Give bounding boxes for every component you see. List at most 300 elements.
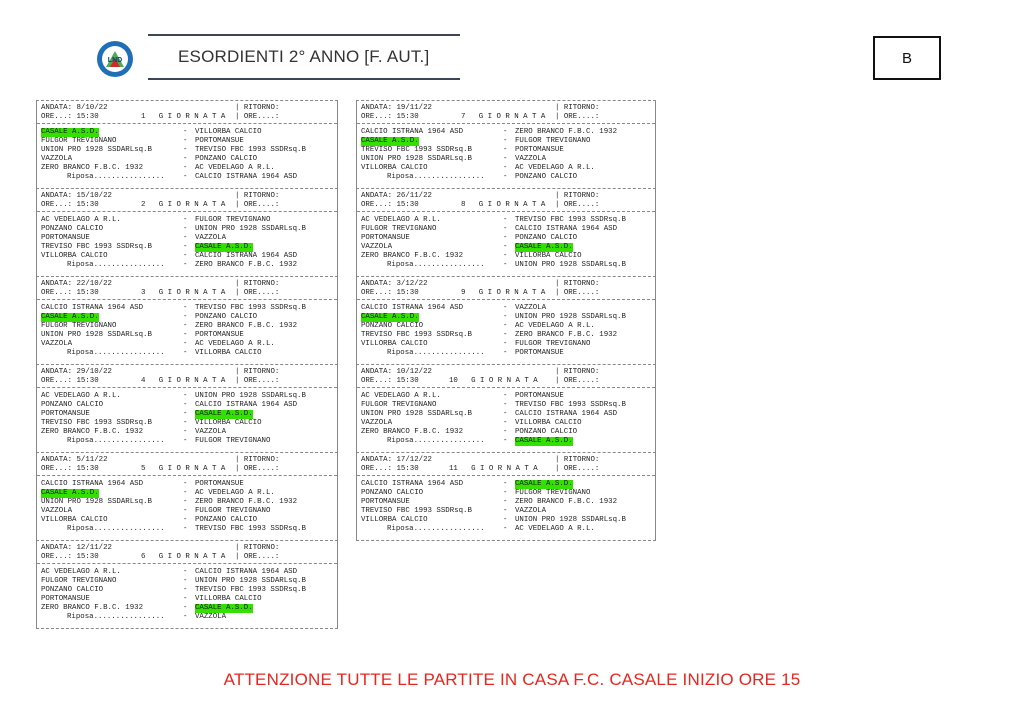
round-date: ANDATA: 5/11/22 — [41, 456, 108, 464]
home-team: PORTOMANSUE — [361, 234, 410, 242]
home-team: CASALE A.S.D. — [361, 137, 419, 145]
vs-dash: - — [503, 128, 508, 136]
away-team: VILLORBA CALCIO — [195, 128, 262, 136]
home-team: CASALE A.S.D. — [41, 489, 99, 497]
match-row — [357, 322, 655, 331]
rest-label: Riposa................ — [387, 261, 485, 269]
vs-dash: - — [503, 480, 508, 488]
home-team: FULGOR TREVIGNANO — [41, 322, 117, 330]
away-team: FULGOR TREVIGNANO — [515, 340, 591, 348]
match-row — [357, 480, 655, 489]
round-time: ORE...: 15:30 — [361, 201, 419, 209]
vs-dash: - — [503, 349, 508, 357]
vs-dash: - — [503, 340, 508, 348]
away-team: FULGOR TREVIGNANO — [195, 216, 271, 224]
rest-row — [37, 525, 337, 534]
home-team: VAZZOLA — [361, 419, 393, 427]
home-team: VILLORBA CALCIO — [41, 516, 108, 524]
match-row — [357, 516, 655, 525]
round-header — [37, 189, 337, 212]
match-row — [37, 234, 337, 243]
away-team: VAZZOLA — [515, 155, 547, 163]
vs-dash: - — [183, 225, 188, 233]
match-row — [357, 243, 655, 252]
vs-dash: - — [183, 595, 188, 603]
footer-notice: ATTENZIONE TUTTE LE PARTITE IN CASA F.C. CASALE INIZIO ORE 15 — [223, 670, 801, 689]
round-number: 2 G I O R N A T A — [141, 201, 226, 209]
vs-dash: - — [503, 243, 508, 251]
vs-dash: - — [183, 498, 188, 506]
away-team: CALCIO ISTRANA 1964 ASD — [515, 225, 618, 233]
round-time: ORE...: 15:30 — [41, 289, 99, 297]
vs-dash: - — [183, 401, 188, 409]
round-matches — [37, 212, 337, 276]
vs-dash: - — [503, 401, 508, 409]
match-row — [37, 392, 337, 401]
away-team: CALCIO ISTRANA 1964 ASD — [195, 401, 298, 409]
match-row — [37, 225, 337, 234]
away-team: FULGOR TREVIGNANO — [515, 137, 591, 145]
rest-team: TREVISO FBC 1993 SSDRsq.B — [195, 525, 306, 533]
return-date-label: | RITORNO: — [555, 368, 600, 376]
round-header — [357, 101, 655, 124]
match-row — [37, 331, 337, 340]
match-row — [357, 164, 655, 173]
round-header — [37, 453, 337, 476]
home-team: VILLORBA CALCIO — [361, 340, 428, 348]
match-row — [357, 313, 655, 322]
home-team: CALCIO ISTRANA 1964 ASD — [41, 304, 144, 312]
match-row — [357, 252, 655, 261]
home-team: PORTOMANSUE — [41, 595, 90, 603]
vs-dash: - — [503, 146, 508, 154]
home-team: AC VEDELAGO A R.L. — [41, 568, 121, 576]
round-matches — [37, 300, 337, 364]
home-team: PONZANO CALCIO — [361, 322, 424, 330]
away-team: UNION PRO 1928 SSDARLsq.B — [195, 577, 306, 585]
home-team: FULGOR TREVIGNANO — [361, 401, 437, 409]
home-team: ZERO BRANCO F.B.C. 1932 — [41, 164, 144, 172]
rest-team: VILLORBA CALCIO — [195, 349, 262, 357]
match-row — [37, 243, 337, 252]
round-matches — [357, 124, 655, 188]
away-team: CALCIO ISTRANA 1964 ASD — [195, 252, 298, 260]
home-team: FULGOR TREVIGNANO — [41, 137, 117, 145]
vs-dash: - — [183, 331, 188, 339]
vs-dash: - — [183, 313, 188, 321]
round-time: ORE...: 15:30 — [361, 113, 419, 121]
match-row — [37, 419, 337, 428]
round-matches — [357, 300, 655, 364]
rest-label: Riposa................ — [67, 613, 165, 621]
round-date: ANDATA: 8/10/22 — [41, 104, 108, 112]
schedule-column-left — [36, 100, 338, 629]
lnd-logo — [96, 40, 134, 78]
match-row — [37, 586, 337, 595]
return-date-label: | RITORNO: — [555, 456, 600, 464]
round-header — [37, 277, 337, 300]
vs-dash: - — [183, 525, 188, 533]
return-date-label: | RITORNO: — [555, 280, 600, 288]
rest-row — [357, 437, 655, 446]
home-team: TREVISO FBC 1993 SSDRsq.B — [361, 331, 472, 339]
vs-dash: - — [503, 304, 508, 312]
away-team: FULGOR TREVIGNANO — [515, 489, 591, 497]
return-date-label: | RITORNO: — [235, 280, 280, 288]
return-time-label: | ORE....: — [555, 465, 600, 473]
match-row — [357, 410, 655, 419]
home-team: TREVISO FBC 1993 SSDRsq.B — [361, 507, 472, 515]
round-date: ANDATA: 12/11/22 — [41, 544, 112, 552]
away-team: TREVISO FBC 1993 SSDRsq.B — [195, 586, 306, 594]
rest-row — [37, 349, 337, 358]
round-date: ANDATA: 19/11/22 — [361, 104, 432, 112]
match-row — [37, 401, 337, 410]
svg-text:LND: LND — [107, 57, 123, 64]
away-team: ZERO BRANCO F.B.C. 1932 — [515, 128, 618, 136]
title-text: ESORDIENTI 2° ANNO [F. AUT.] — [178, 47, 430, 66]
round-number: 4 G I O R N A T A — [141, 377, 226, 385]
round-number: 11 G I O R N A T A — [449, 465, 538, 473]
home-team: CASALE A.S.D. — [41, 128, 99, 136]
away-team: CASALE A.S.D. — [195, 243, 253, 251]
round-time: ORE...: 15:30 — [41, 553, 99, 561]
rest-label: Riposa................ — [387, 173, 485, 181]
rest-row — [357, 349, 655, 358]
away-team: VAZZOLA — [515, 304, 547, 312]
round-block — [356, 188, 656, 276]
away-team: ZERO BRANCO F.B.C. 1932 — [195, 498, 298, 506]
vs-dash: - — [183, 586, 188, 594]
round-date: ANDATA: 29/10/22 — [41, 368, 112, 376]
vs-dash: - — [183, 252, 188, 260]
home-team: TREVISO FBC 1993 SSDRsq.B — [361, 146, 472, 154]
away-team: VILLORBA CALCIO — [515, 419, 582, 427]
vs-dash: - — [503, 419, 508, 427]
match-row — [357, 498, 655, 507]
away-team: CALCIO ISTRANA 1964 ASD — [515, 410, 618, 418]
away-team: PONZANO CALCIO — [195, 516, 258, 524]
match-row — [37, 604, 337, 613]
away-team: PONZANO CALCIO — [515, 428, 578, 436]
match-row — [37, 516, 337, 525]
vs-dash: - — [503, 313, 508, 321]
away-team: CASALE A.S.D. — [515, 480, 573, 488]
rest-row — [37, 261, 337, 270]
vs-dash: - — [183, 304, 188, 312]
schedule-column-right — [356, 100, 656, 541]
home-team: CASALE A.S.D. — [41, 313, 99, 321]
rest-label: Riposa................ — [67, 261, 165, 269]
rest-label: Riposa................ — [387, 349, 485, 357]
match-row — [37, 595, 337, 604]
rest-row — [357, 261, 655, 270]
round-date: ANDATA: 26/11/22 — [361, 192, 432, 200]
vs-dash: - — [503, 234, 508, 242]
home-team: AC VEDELAGO A R.L. — [361, 216, 441, 224]
vs-dash: - — [183, 489, 188, 497]
match-row — [357, 137, 655, 146]
round-block — [36, 540, 338, 629]
vs-dash: - — [183, 146, 188, 154]
match-row — [37, 428, 337, 437]
match-row — [357, 304, 655, 313]
match-row — [37, 507, 337, 516]
match-row — [357, 225, 655, 234]
vs-dash: - — [183, 480, 188, 488]
round-block — [356, 452, 656, 541]
round-number: 3 G I O R N A T A — [141, 289, 226, 297]
match-row — [37, 568, 337, 577]
home-team: VILLORBA CALCIO — [361, 516, 428, 524]
match-row — [357, 340, 655, 349]
match-row — [357, 146, 655, 155]
vs-dash: - — [183, 419, 188, 427]
round-header — [357, 453, 655, 476]
rest-label: Riposa................ — [67, 525, 165, 533]
rest-label: Riposa................ — [67, 437, 165, 445]
round-block — [36, 452, 338, 540]
away-team: ZERO BRANCO F.B.C. 1932 — [195, 322, 298, 330]
vs-dash: - — [183, 128, 188, 136]
round-time: ORE...: 15:30 — [361, 465, 419, 473]
home-team: PONZANO CALCIO — [41, 401, 104, 409]
home-team: TREVISO FBC 1993 SSDRsq.B — [41, 243, 152, 251]
away-team: TREVISO FBC 1993 SSDRsq.B — [515, 401, 626, 409]
round-number: 7 G I O R N A T A — [461, 113, 546, 121]
away-team: CASALE A.S.D. — [195, 410, 253, 418]
rest-row — [357, 525, 655, 534]
rest-row — [37, 437, 337, 446]
return-time-label: | ORE....: — [235, 465, 280, 473]
home-team: ZERO BRANCO F.B.C. 1932 — [361, 252, 464, 260]
match-row — [37, 410, 337, 419]
vs-dash: - — [503, 164, 508, 172]
match-row — [37, 164, 337, 173]
match-row — [37, 498, 337, 507]
rest-team: UNION PRO 1928 SSDARLsq.B — [515, 261, 626, 269]
round-date: ANDATA: 15/10/22 — [41, 192, 112, 200]
match-row — [357, 216, 655, 225]
home-team: PORTOMANSUE — [41, 234, 90, 242]
rest-team: CALCIO ISTRANA 1964 ASD — [195, 173, 298, 181]
round-date: ANDATA: 10/12/22 — [361, 368, 432, 376]
vs-dash: - — [183, 410, 188, 418]
home-team: VILLORBA CALCIO — [41, 252, 108, 260]
vs-dash: - — [503, 322, 508, 330]
round-header — [357, 277, 655, 300]
rest-team: FULGOR TREVIGNANO — [195, 437, 271, 445]
match-row — [357, 155, 655, 164]
vs-dash: - — [183, 234, 188, 242]
vs-dash: - — [183, 392, 188, 400]
round-time: ORE...: 15:30 — [41, 377, 99, 385]
round-header — [357, 189, 655, 212]
round-date: ANDATA: 17/12/22 — [361, 456, 432, 464]
home-team: VAZZOLA — [41, 340, 73, 348]
return-time-label: | ORE....: — [555, 289, 600, 297]
vs-dash: - — [503, 392, 508, 400]
home-team: FULGOR TREVIGNANO — [41, 577, 117, 585]
match-row — [37, 252, 337, 261]
rest-team: PONZANO CALCIO — [515, 173, 578, 181]
round-time: ORE...: 15:30 — [361, 289, 419, 297]
vs-dash: - — [183, 137, 188, 145]
vs-dash: - — [183, 261, 188, 269]
return-time-label: | ORE....: — [555, 377, 600, 385]
match-row — [357, 507, 655, 516]
home-team: AC VEDELAGO A R.L. — [41, 392, 121, 400]
round-block — [36, 364, 338, 452]
round-header — [37, 365, 337, 388]
vs-dash: - — [183, 216, 188, 224]
away-team: VILLORBA CALCIO — [515, 252, 582, 260]
vs-dash: - — [503, 155, 508, 163]
match-row — [37, 304, 337, 313]
home-team: ZERO BRANCO F.B.C. 1932 — [41, 428, 144, 436]
rest-row — [37, 613, 337, 622]
match-row — [37, 313, 337, 322]
away-team: CASALE A.S.D. — [515, 243, 573, 251]
away-team: FULGOR TREVIGNANO — [195, 507, 271, 515]
home-team: CALCIO ISTRANA 1964 ASD — [361, 480, 464, 488]
round-block — [356, 364, 656, 452]
away-team: UNION PRO 1928 SSDARLsq.B — [515, 313, 626, 321]
return-date-label: | RITORNO: — [235, 192, 280, 200]
rest-label: Riposa................ — [387, 437, 485, 445]
away-team: PONZANO CALCIO — [195, 155, 258, 163]
round-matches — [357, 388, 655, 452]
round-time: ORE...: 15:30 — [41, 201, 99, 209]
home-team: TREVISO FBC 1993 SSDRsq.B — [41, 419, 152, 427]
return-time-label: | ORE....: — [235, 113, 280, 121]
group-badge — [873, 36, 941, 80]
vs-dash: - — [183, 568, 188, 576]
home-team: AC VEDELAGO A R.L. — [41, 216, 121, 224]
round-block — [356, 276, 656, 364]
vs-dash: - — [183, 155, 188, 163]
round-number: 10 G I O R N A T A — [449, 377, 538, 385]
rest-label: Riposa................ — [67, 173, 165, 181]
home-team: CALCIO ISTRANA 1964 ASD — [361, 128, 464, 136]
vs-dash: - — [183, 613, 188, 621]
match-row — [357, 392, 655, 401]
away-team: CALCIO ISTRANA 1964 ASD — [195, 568, 298, 576]
away-team: ZERO BRANCO F.B.C. 1932 — [515, 498, 618, 506]
rest-label: Riposa................ — [67, 349, 165, 357]
vs-dash: - — [503, 525, 508, 533]
round-date: ANDATA: 22/10/22 — [41, 280, 112, 288]
return-date-label: | RITORNO: — [555, 104, 600, 112]
rest-row — [37, 173, 337, 182]
return-time-label: | ORE....: — [555, 113, 600, 121]
round-block — [36, 276, 338, 364]
return-date-label: | RITORNO: — [235, 544, 280, 552]
match-row — [37, 155, 337, 164]
return-date-label: | RITORNO: — [235, 456, 280, 464]
home-team: VILLORBA CALCIO — [361, 164, 428, 172]
away-team: VAZZOLA — [195, 428, 227, 436]
home-team: ZERO BRANCO F.B.C. 1932 — [41, 604, 144, 612]
round-matches — [37, 388, 337, 452]
away-team: VILLORBA CALCIO — [195, 419, 262, 427]
return-date-label: | RITORNO: — [555, 192, 600, 200]
rest-row — [357, 173, 655, 182]
round-number: 9 G I O R N A T A — [461, 289, 546, 297]
round-time: ORE...: 15:30 — [41, 113, 99, 121]
rest-team: ZERO BRANCO F.B.C. 1932 — [195, 261, 298, 269]
match-row — [37, 128, 337, 137]
home-team: PORTOMANSUE — [361, 498, 410, 506]
vs-dash: - — [183, 243, 188, 251]
away-team: PORTOMANSUE — [515, 146, 564, 154]
vs-dash: - — [183, 577, 188, 585]
vs-dash: - — [183, 507, 188, 515]
match-row — [37, 137, 337, 146]
group-letter: B — [901, 49, 912, 67]
away-team: PORTOMANSUE — [195, 480, 244, 488]
round-block — [356, 100, 656, 188]
away-team: UNION PRO 1928 SSDARLsq.B — [195, 392, 306, 400]
vs-dash: - — [183, 340, 188, 348]
vs-dash: - — [183, 516, 188, 524]
home-team: FULGOR TREVIGNANO — [361, 225, 437, 233]
away-team: AC VEDELAGO A R.L. — [195, 340, 275, 348]
page-title — [148, 34, 460, 80]
home-team: ZERO BRANCO F.B.C. 1932 — [361, 428, 464, 436]
vs-dash: - — [503, 437, 508, 445]
away-team: AC VEDELAGO A R.L. — [515, 164, 595, 172]
away-team: PORTOMANSUE — [515, 392, 564, 400]
home-team: UNION PRO 1928 SSDARLsq.B — [361, 155, 472, 163]
home-team: VAZZOLA — [361, 243, 393, 251]
vs-dash: - — [183, 437, 188, 445]
away-team: PONZANO CALCIO — [515, 234, 578, 242]
vs-dash: - — [503, 173, 508, 181]
away-team: CASALE A.S.D. — [195, 604, 253, 612]
vs-dash: - — [183, 322, 188, 330]
match-row — [357, 489, 655, 498]
match-row — [37, 489, 337, 498]
home-team: PONZANO CALCIO — [361, 489, 424, 497]
away-team: PORTOMANSUE — [195, 331, 244, 339]
round-header — [357, 365, 655, 388]
round-matches — [37, 564, 337, 628]
away-team: TREVISO FBC 1993 SSDRsq.B — [515, 216, 626, 224]
home-team: CALCIO ISTRANA 1964 ASD — [361, 304, 464, 312]
away-team: VILLORBA CALCIO — [195, 595, 262, 603]
round-matches — [37, 476, 337, 540]
round-time: ORE...: 15:30 — [361, 377, 419, 385]
away-team: AC VEDELAGO A R.L. — [195, 489, 275, 497]
vs-dash: - — [503, 498, 508, 506]
home-team: UNION PRO 1928 SSDARLsq.B — [361, 410, 472, 418]
vs-dash: - — [183, 164, 188, 172]
away-team: AC VEDELAGO A R.L. — [515, 322, 595, 330]
round-block — [36, 188, 338, 276]
round-time: ORE...: 15:30 — [41, 465, 99, 473]
match-row — [37, 480, 337, 489]
vs-dash: - — [183, 173, 188, 181]
return-date-label: | RITORNO: — [235, 368, 280, 376]
vs-dash: - — [503, 225, 508, 233]
away-team: UNION PRO 1928 SSDARLsq.B — [195, 225, 306, 233]
vs-dash: - — [503, 516, 508, 524]
round-header — [37, 101, 337, 124]
rest-team: CASALE A.S.D. — [515, 437, 573, 445]
home-team: PONZANO CALCIO — [41, 225, 104, 233]
match-row — [37, 216, 337, 225]
